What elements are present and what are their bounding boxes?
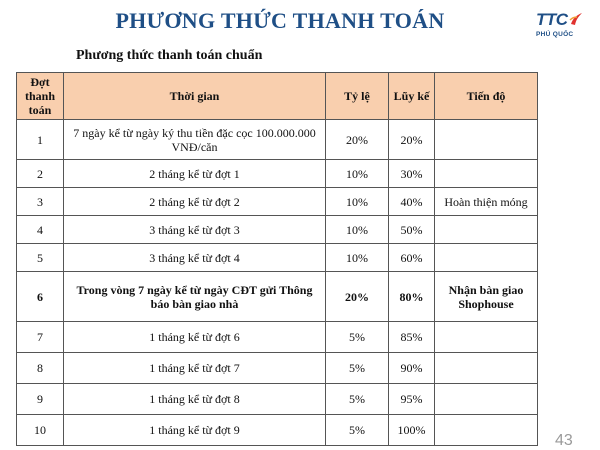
cell-luy-ke: 90% [389,353,435,384]
cell-ty-le: 10% [326,216,389,244]
cell-tien-do [435,415,538,446]
cell-thoi-gian: 2 tháng kể từ đợt 2 [64,188,326,216]
header-luy-ke: Lũy kế [389,73,435,120]
cell-dot: 1 [17,120,64,160]
header-thoi-gian: Thời gian [64,73,326,120]
cell-tien-do: Hoàn thiện móng [435,188,538,216]
cell-ty-le: 5% [326,384,389,415]
cell-luy-ke: 95% [389,384,435,415]
cell-dot: 4 [17,216,64,244]
table-row [17,244,538,272]
cell-luy-ke: 60% [389,244,435,272]
cell-ty-le: 10% [326,188,389,216]
table-row [17,272,538,322]
company-logo [536,10,592,60]
cell-tien-do [435,120,538,160]
cell-luy-ke: 85% [389,322,435,353]
logo-subtext: PHÚ QUỐC [536,31,574,38]
cell-thoi-gian: 1 tháng kể từ đợt 9 [64,415,326,446]
section-subtitle: Phương thức thanh toán chuẩn [76,48,263,63]
table-row [17,120,538,160]
table-row [17,160,538,188]
cell-luy-ke: 80% [389,272,435,322]
cell-ty-le: 5% [326,353,389,384]
page-title: PHƯƠNG THỨC THANH TOÁN [115,8,445,33]
cell-dot: 10 [17,415,64,446]
table-row [17,384,538,415]
cell-thoi-gian: 1 tháng kể từ đợt 6 [64,322,326,353]
cell-luy-ke: 20% [389,120,435,160]
cell-thoi-gian: 1 tháng kể từ đợt 8 [64,384,326,415]
cell-dot: 5 [17,244,64,272]
cell-ty-le: 5% [326,322,389,353]
header-tien-do: Tiến độ [435,73,538,120]
cell-tien-do [435,353,538,384]
cell-dot: 7 [17,322,64,353]
table-row [17,353,538,384]
cell-luy-ke: 100% [389,415,435,446]
cell-thoi-gian: 3 tháng kể từ đợt 4 [64,244,326,272]
cell-thoi-gian: Trong vòng 7 ngày kể từ ngày CĐT gửi Thông báo bàn giao nhà [64,272,326,322]
cell-luy-ke: 50% [389,216,435,244]
cell-dot: 9 [17,384,64,415]
cell-dot: 2 [17,160,64,188]
cell-tien-do [435,244,538,272]
cell-tien-do: Nhận bàn giao Shophouse [435,272,538,322]
table-row [17,415,538,446]
cell-tien-do [435,384,538,415]
cell-tien-do [435,216,538,244]
cell-dot: 6 [17,272,64,322]
cell-tien-do [435,322,538,353]
cell-ty-le: 10% [326,160,389,188]
cell-luy-ke: 40% [389,188,435,216]
header-ty-le: Tỷ lệ [326,73,389,120]
header-dot: Đợt thanh toán [17,73,64,120]
table-row [17,216,538,244]
cell-thoi-gian: 1 tháng kể từ đợt 7 [64,353,326,384]
cell-luy-ke: 30% [389,160,435,188]
cell-dot: 8 [17,353,64,384]
cell-ty-le: 20% [326,272,389,322]
cell-ty-le: 20% [326,120,389,160]
ttc-logo-icon [569,12,583,26]
cell-thoi-gian: 7 ngày kể từ ngày ký thu tiền đặc cọc 100.000.000 VNĐ/căn [64,120,326,160]
cell-thoi-gian: 2 tháng kể từ đợt 1 [64,160,326,188]
cell-dot: 3 [17,188,64,216]
cell-ty-le: 5% [326,415,389,446]
table-row [17,322,538,353]
logo-text: TTC [536,10,568,29]
cell-ty-le: 10% [326,244,389,272]
table-header-row [17,73,538,120]
cell-thoi-gian: 3 tháng kể từ đợt 3 [64,216,326,244]
table-row [17,188,538,216]
cell-tien-do [435,160,538,188]
page-number: 43 [555,432,573,449]
payment-schedule-table [16,72,538,446]
